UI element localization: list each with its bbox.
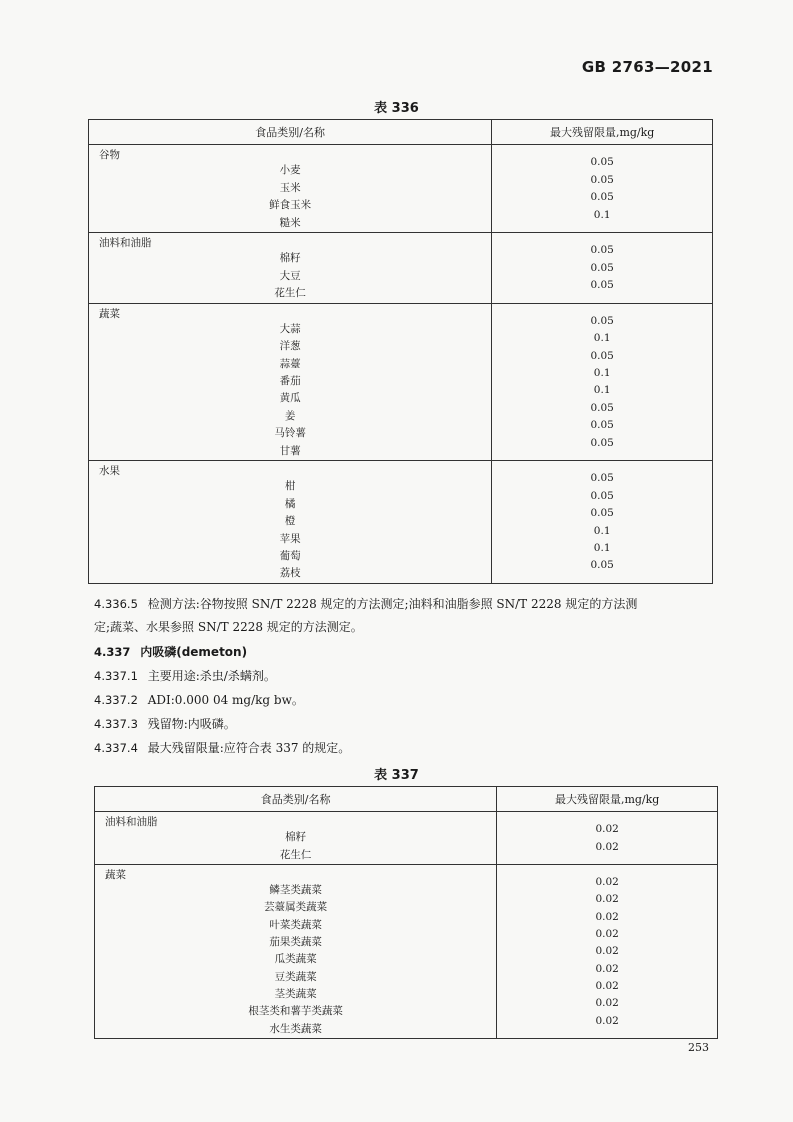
column-header-food: 食品类别/名称 [89, 120, 492, 145]
paragraph-4-337 [94, 641, 714, 664]
table-337-caption: 表 337 [374, 768, 419, 783]
max-residue-limit-value: 0.05 [590, 191, 614, 204]
max-residue-limit-value: 0.02 [595, 1014, 619, 1027]
max-residue-limit-value: 0.02 [595, 840, 619, 853]
food-name: 苹果 [279, 532, 301, 545]
max-residue-limit-value: 0.1 [593, 332, 611, 345]
limit-cell [492, 461, 713, 584]
food-group-label: 蔬菜 [105, 868, 126, 881]
paragraph-4-337-2 [94, 689, 714, 712]
clause-number: 4.337.3 [94, 717, 138, 731]
table-group-row [89, 303, 713, 461]
max-residue-limit-value: 0.05 [590, 436, 614, 449]
max-residue-limit-value: 0.02 [595, 945, 619, 958]
max-residue-limit-value: 0.05 [590, 349, 614, 362]
food-name: 茄果类蔬菜 [269, 936, 322, 949]
food-name: 橙 [284, 515, 296, 528]
max-residue-limit-value: 0.05 [590, 314, 614, 327]
limit-cell [492, 232, 713, 303]
clause-text-continued: 定;蔬菜、水果参照 SN/T 2228 规定的方法测定。 [94, 620, 363, 634]
food-group-label: 蔬菜 [99, 307, 120, 320]
food-name: 番茄 [279, 375, 301, 388]
food-name: 大豆 [279, 269, 301, 282]
max-residue-limit-value: 0.02 [595, 823, 619, 836]
table-group-row [89, 145, 713, 233]
clause-text: 主要用途:杀虫/杀螨剂。 [147, 669, 276, 683]
max-residue-limit-value: 0.05 [590, 419, 614, 432]
max-residue-limit-value: 0.02 [595, 876, 619, 889]
food-name: 根茎类和薯芋类蔬菜 [248, 1005, 343, 1018]
limit-cell [492, 303, 713, 461]
max-residue-limit-value: 0.1 [593, 524, 611, 537]
food-name: 玉米 [279, 181, 301, 194]
food-name: 叶菜类蔬菜 [269, 918, 322, 931]
food-name: 柑 [284, 480, 296, 493]
food-name: 蒜薹 [279, 357, 301, 370]
table-group-row [89, 461, 713, 584]
paragraph-4-337-4 [94, 737, 714, 760]
food-category-cell [89, 303, 492, 461]
max-residue-limit-value: 0.02 [595, 979, 619, 992]
food-name: 棉籽 [285, 831, 307, 844]
table-group-row [95, 864, 718, 1038]
column-header-limit: 最大残留限量,mg/kg [492, 120, 713, 145]
food-category-cell [89, 145, 492, 233]
clause-number: 4.336.5 [94, 597, 138, 611]
food-name: 芸薹属类蔬菜 [264, 901, 328, 914]
food-category-cell [89, 461, 492, 584]
paragraph-4-336-5 [94, 593, 714, 639]
clause-text: 检测方法:谷物按照 SN/T 2228 规定的方法测定;油料和油脂参照 SN/T 2228 规定的方法测 [147, 597, 638, 611]
food-name: 甘薯 [279, 444, 301, 457]
max-residue-limit-value: 0.02 [595, 928, 619, 941]
food-name: 黄瓜 [279, 392, 301, 405]
max-residue-limit-value: 0.05 [590, 559, 614, 572]
food-name: 大蒜 [279, 322, 301, 335]
limit-cell [492, 145, 713, 233]
table-337 [94, 786, 718, 1039]
standard-code: GB 2763—2021 [581, 58, 713, 76]
food-group-label: 谷物 [99, 149, 120, 161]
food-name: 荔枝 [279, 567, 301, 580]
food-name: 姜 [284, 409, 296, 422]
food-name: 水生类蔬菜 [269, 1022, 322, 1035]
max-residue-limit-value: 0.1 [593, 384, 611, 397]
food-name: 鲜食玉米 [269, 199, 312, 212]
clause-number: 4.337 [94, 645, 131, 659]
limit-cell [497, 812, 718, 865]
food-name: 花生仁 [274, 287, 306, 300]
food-category-cell [89, 232, 492, 303]
max-residue-limit-value: 0.1 [593, 208, 611, 221]
food-name: 豆类蔬菜 [274, 970, 317, 983]
table-group-row [89, 232, 713, 303]
max-residue-limit-value: 0.05 [590, 156, 614, 169]
food-category-cell [95, 812, 497, 865]
max-residue-limit-value: 0.05 [590, 173, 614, 186]
food-name: 糙米 [279, 216, 301, 229]
food-group-label: 油料和油脂 [99, 236, 152, 249]
food-group-label: 油料和油脂 [105, 816, 158, 828]
clause-heading: 内吸磷(demeton) [140, 645, 248, 659]
food-name: 马铃薯 [274, 427, 306, 440]
max-residue-limit-value: 0.05 [590, 261, 614, 274]
food-name: 花生仁 [279, 848, 312, 861]
max-residue-limit-value: 0.02 [595, 910, 619, 923]
limit-cell [497, 864, 718, 1038]
max-residue-limit-value: 0.05 [590, 489, 614, 502]
max-residue-limit-value: 0.05 [590, 279, 614, 292]
food-name: 棉籽 [279, 252, 301, 265]
food-name: 橘 [284, 497, 296, 510]
clause-number: 4.337.1 [94, 669, 138, 683]
clause-number: 4.337.4 [94, 741, 138, 755]
food-group-label: 水果 [99, 465, 120, 478]
column-header-limit: 最大残留限量,mg/kg [497, 787, 718, 812]
clause-text: 最大残留限量:应符合表 337 的规定。 [147, 741, 351, 755]
food-name: 葡萄 [279, 549, 301, 562]
food-name: 茎类蔬菜 [274, 987, 317, 1000]
max-residue-limit-value: 0.02 [595, 893, 619, 906]
food-name: 洋葱 [279, 340, 301, 353]
food-category-cell [95, 864, 497, 1038]
max-residue-limit-value: 0.05 [590, 507, 614, 520]
clause-text: 残留物:内吸磷。 [147, 717, 236, 731]
food-name: 瓜类蔬菜 [274, 953, 317, 966]
clause-text: ADI:0.000 04 mg/kg bw。 [147, 693, 304, 707]
max-residue-limit-value: 0.02 [595, 997, 619, 1010]
max-residue-limit-value: 0.1 [593, 541, 611, 554]
max-residue-limit-value: 0.1 [593, 367, 611, 380]
food-name: 小麦 [279, 164, 301, 177]
column-header-food: 食品类别/名称 [95, 787, 497, 812]
table-group-row [95, 812, 718, 865]
food-name: 鳞茎类蔬菜 [269, 884, 322, 897]
max-residue-limit-value: 0.05 [590, 472, 614, 485]
clause-number: 4.337.2 [94, 693, 138, 707]
table-336 [88, 119, 713, 584]
max-residue-limit-value: 0.02 [595, 962, 619, 975]
max-residue-limit-value: 0.05 [590, 244, 614, 257]
paragraph-4-337-3 [94, 713, 714, 736]
page-number: 253 [688, 1041, 709, 1054]
max-residue-limit-value: 0.05 [590, 401, 614, 414]
paragraph-4-337-1 [94, 665, 714, 688]
table-336-caption: 表 336 [374, 101, 419, 116]
